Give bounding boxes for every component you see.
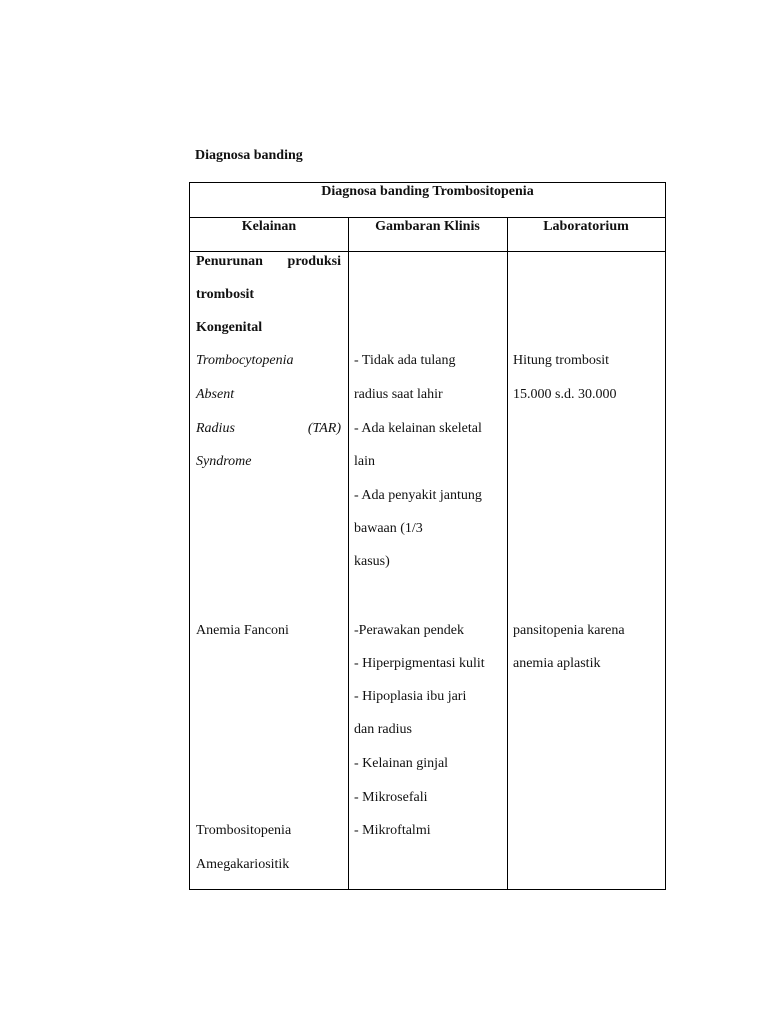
tar-klinis-line: lain <box>354 454 375 469</box>
tar-klinis-line: kasus) <box>354 554 390 569</box>
amega-name-line2: Amegakariositik <box>196 857 290 872</box>
section-title-word-1: Penurunan <box>196 254 263 269</box>
tar-klinis-line: - Tidak ada tulang <box>354 353 456 368</box>
header-laboratorium: Laboratorium <box>543 219 629 234</box>
tar-name-word-tar: (TAR) <box>307 421 341 436</box>
column-divider-2 <box>507 218 508 889</box>
fanconi-klinis-line: - Mikroftalmi <box>354 823 431 838</box>
fanconi-lab-line: anemia aplastik <box>513 656 601 671</box>
header-gambaran-klinis: Gambaran Klinis <box>375 219 480 234</box>
fanconi-klinis-line: - Hipoplasia ibu jari <box>354 689 467 704</box>
fanconi-klinis-line: - Mikrosefali <box>354 790 428 805</box>
amega-name-line1: Trombositopenia <box>196 823 292 838</box>
document-heading: Diagnosa banding <box>195 148 303 163</box>
column-divider-1 <box>348 218 349 889</box>
tar-lab-line: 15.000 s.d. 30.000 <box>513 387 617 402</box>
table-caption <box>190 183 665 218</box>
tar-klinis-line: bawaan (1/3 <box>354 521 423 536</box>
fanconi-name: Anemia Fanconi <box>196 623 289 638</box>
tar-klinis-line: radius saat lahir <box>354 387 443 402</box>
tar-lab-line: Hitung trombosit <box>513 353 610 368</box>
fanconi-klinis-line: - Kelainan ginjal <box>354 756 449 771</box>
fanconi-klinis-line: - Hiperpigmentasi kulit <box>354 656 485 671</box>
tar-name-line1: Trombocytopenia <box>196 353 294 368</box>
tar-name-line4: Syndrome <box>196 454 252 469</box>
fanconi-lab-line: pansitopenia karena <box>513 623 625 638</box>
tar-name-word-radius: Radius <box>196 421 235 436</box>
table-header-row <box>190 218 665 252</box>
fanconi-klinis-line: dan radius <box>354 722 412 737</box>
differential-diagnosis-table <box>189 182 666 890</box>
section-subtitle: Kongenital <box>196 320 263 335</box>
tar-klinis-line: - Ada penyakit jantung <box>354 488 482 503</box>
fanconi-klinis-line: -Perawakan pendek <box>354 623 465 638</box>
tar-klinis-line: - Ada kelainan skeletal <box>354 421 482 436</box>
tar-name-line3 <box>196 420 341 438</box>
section-title-word-2: produksi <box>287 254 341 269</box>
header-kelainan: Kelainan <box>241 219 297 234</box>
section-title-line2: trombosit <box>196 287 255 302</box>
table-caption-text: Diagnosa banding Trombositopenia <box>321 184 534 199</box>
section-title-line1 <box>196 253 341 271</box>
tar-name-line2: Absent <box>196 387 235 402</box>
